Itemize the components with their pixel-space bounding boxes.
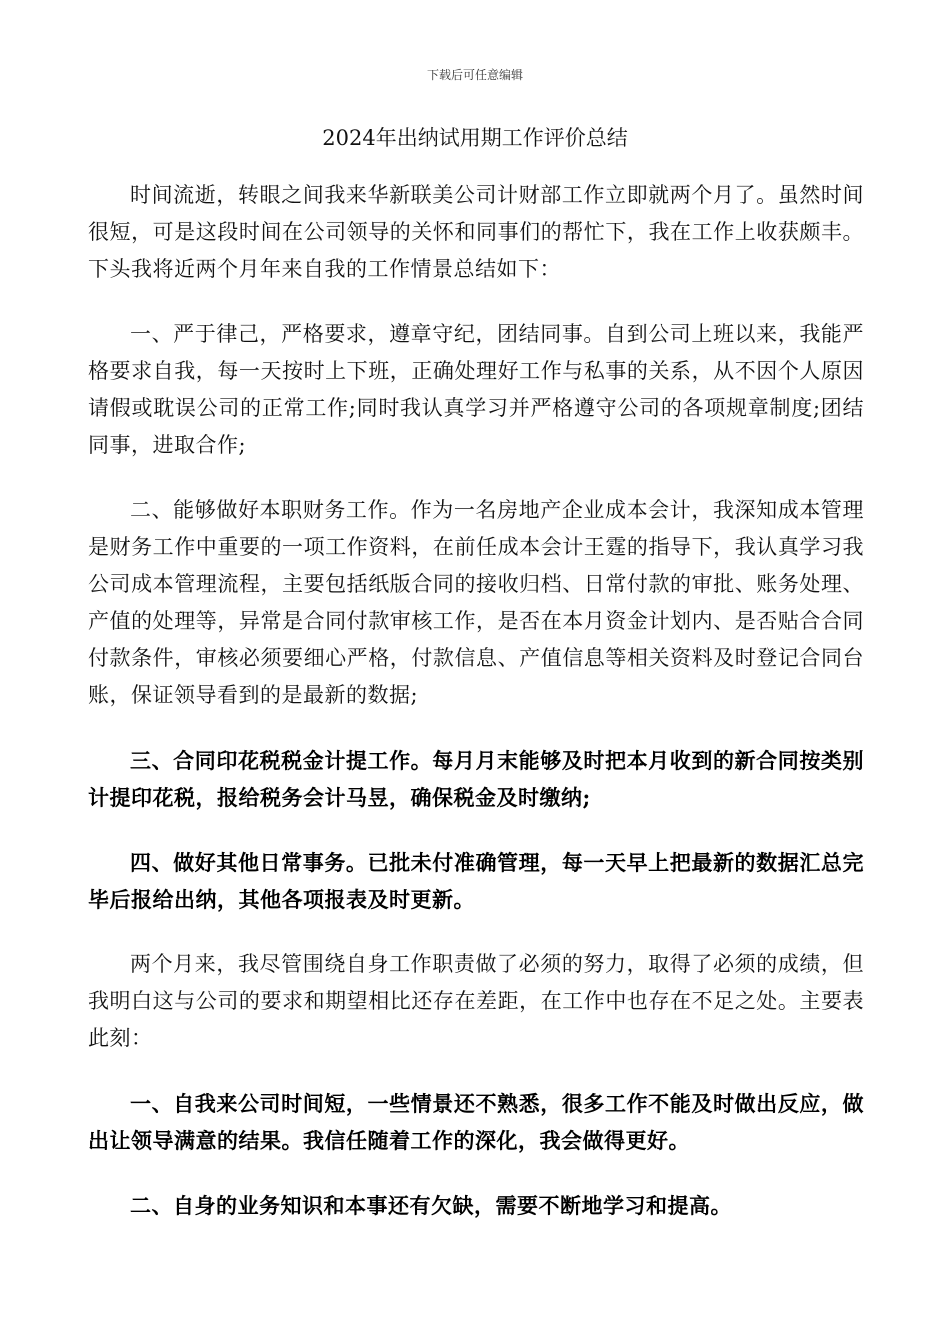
paragraph-summary: 两个月来，我尽管围绕自身工作职责做了必须的努力，取得了必须的成绩，但我明白这与公司的要求和期望相比还存在差距，在工作中也存在不足之处。主要表此刻： bbox=[88, 952, 864, 1050]
document-title: 2024年出纳试用期工作评价总结 bbox=[322, 126, 628, 150]
header-note: 下载后可任意编辑 bbox=[426, 68, 523, 82]
paragraph-shortcoming-2: 二、自身的业务知识和本事还有欠缺，需要不断地学习和提高。 bbox=[130, 1193, 732, 1218]
paragraph-intro: 时间流逝，转眼之间我来华新联美公司计财部工作立即就两个月了。虽然时间很短，可是这段时间在公司领导的关怀和同事们的帮忙下，我在工作上收获颇丰。下头我将近两个月年来自我的工作情景总结如下： bbox=[88, 183, 864, 281]
paragraph-finance-work: 二、能够做好本职财务工作。作为一名房地产企业成本会计，我深知成本管理是财务工作中重要的一项工作资料，在前任成本会计王霆的指导下，我认真学习我公司成本管理流程，主要包括纸版合同的接收归档、日常付款的审批、账务处理、产值的处理等，异常是合同付款审核工作，是否在本月资金计划内、是否贴合合同付款条件，审核必须要细心严格，付款信息、产值信息等相关资料及时登记合同台账，保证领导看到的是最新的数据; bbox=[88, 498, 864, 707]
paragraph-daily-affairs: 四、做好其他日常事务。已批未付准确管理，每一天早上把最新的数据汇总完毕后报给出纳，其他各项报表及时更新。 bbox=[88, 850, 864, 912]
paragraph-discipline: 一、严于律己，严格要求，遵章守纪，团结同事。自到公司上班以来，我能严格要求自我，每一天按时上下班，正确处理好工作与私事的关系，从不因个人原因请假或耽误公司的正常工作;同时我认真学习并严格遵守公司的各项规章制度;团结同事，进取合作; bbox=[88, 322, 864, 457]
paragraph-shortcoming-1: 一、自我来公司时间短，一些情景还不熟悉，很多工作不能及时做出反应，做出让领导满意的结果。我信任随着工作的深化，我会做得更好。 bbox=[88, 1091, 864, 1153]
paragraph-stamp-tax: 三、合同印花税税金计提工作。每月月末能够及时把本月收到的新合同按类别计提印花税，报给税务会计马昱，确保税金及时缴纳; bbox=[88, 748, 864, 810]
document-body bbox=[88, 177, 864, 1252]
